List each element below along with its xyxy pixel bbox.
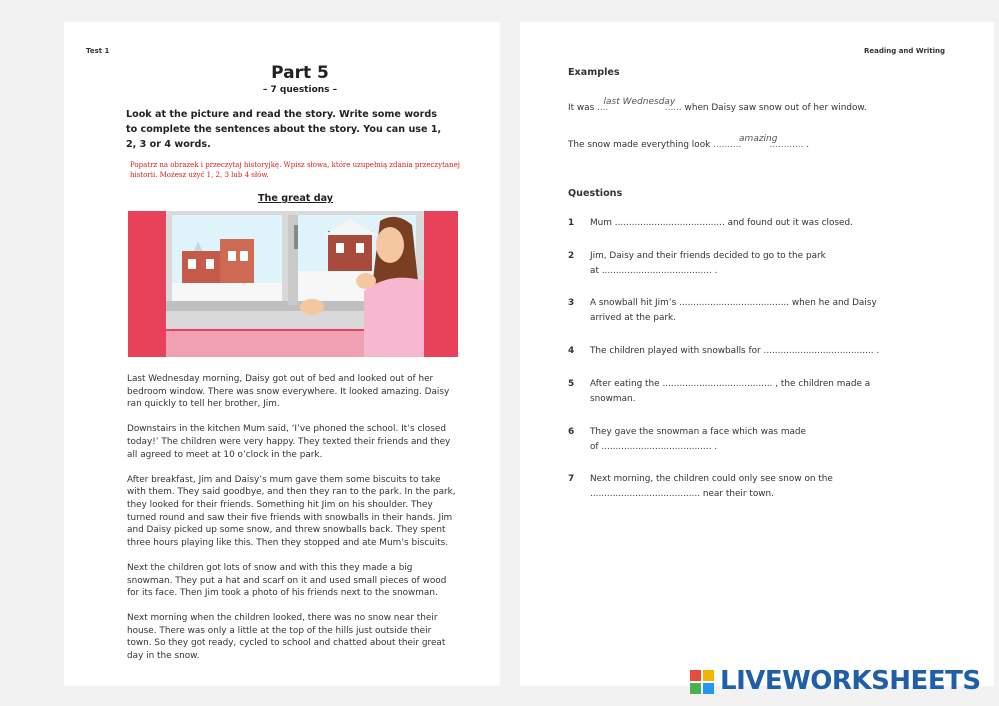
liveworksheets-logo-icon (690, 670, 714, 694)
part-title: Part 5 (271, 63, 329, 83)
story-paragraph: Downstairs in the kitchen Mum said, ‘I’ve phoned the school. It’s closed today!’ The children were very happy. They texted their friends and they all agreed to meet at 10 o’clock in the park. (127, 424, 451, 460)
story-title: The great day (258, 193, 334, 204)
questions-heading: Questions (568, 188, 623, 199)
story-picture (128, 211, 458, 357)
translation-note: Popatrz na obrazek i przeczytaj historyjkę. Wpisz słowa, które uzupełnią zdania przeczytanej historii. Możesz użyć 1, 2, 3 lub 4 słów. (130, 161, 460, 179)
example-1-answer: .... last Wednesday ...... (597, 97, 682, 113)
question-6[interactable]: 6 They gave the snowman a face which was made of ....................................... . (568, 427, 807, 452)
example-2-answer: .......... amazing ............ (713, 134, 804, 150)
header-test-label: Test 1 (86, 47, 110, 55)
liveworksheets-logo-text: LIVEWORKSHEETS (720, 666, 981, 696)
question-3[interactable]: 3 A snowball hit Jim’s ....................................... when he and Daisy arrived at the park. (568, 298, 877, 323)
instructions: Look at the picture and read the story. Write some words to complete the sentences about the story. You can use 1, 2, 3 or 4 words. (126, 109, 442, 150)
liveworksheets-logo[interactable] (690, 666, 990, 696)
story-text (127, 373, 457, 675)
example-2: The snow made everything look .......... amazing ............ . (568, 134, 810, 150)
header-section-label: Reading and Writing (864, 47, 946, 55)
question-1[interactable]: 1 Mum ....................................... and found out it was closed. (568, 218, 853, 228)
part-subtitle: – 7 questions – (262, 85, 338, 95)
example-1: It was .... last Wednesday ...... when Daisy saw snow out of her window. (568, 97, 867, 113)
story-paragraph: After breakfast, Jim and Daisy’s mum gave them some biscuits to take with them. They said goodbye, and then they ran to the park. In the park, they looked for their friends. Something hit Jim on his shoulder. They turned round and saw their five friends with snowballs in their hands. Jim and Daisy picked up some snow, and threw snowballs back. They spent three hours playing like this. Then they stopped and ate Mum’s biscuits. (127, 474, 456, 548)
story-paragraph: Last Wednesday morning, Daisy got out of bed and looked out of her bedroom window. There was snow everywhere. It looked amazing. Daisy ran quickly to tell her brother, Jim. (127, 374, 450, 410)
story-paragraph: Next morning when the children looked, there was no snow near their house. There was only a little at the top of the hills just outside their town. So they got ready, cycled to school and chatted about their great day in the snow. (127, 613, 446, 662)
story-paragraph: Next the children got lots of snow and with this they made a big snowman. They put a hat and scarf on it and used small pieces of wood for its face. Then Jim took a photo of his friends next to the snowman. (127, 562, 447, 599)
question-5[interactable]: 5 After eating the ....................................... , the children made a snowman. (568, 379, 871, 404)
examples-heading: Examples (568, 67, 620, 78)
question-7[interactable]: 7 Next morning, the children could only see snow on the ....................................... near their town. (568, 474, 833, 499)
question-2[interactable]: 2 Jim, Daisy and their friends decided to go to the park at ....................................... . (568, 251, 826, 276)
question-4[interactable]: 4 The children played with snowballs for ....................................... . (568, 346, 880, 356)
